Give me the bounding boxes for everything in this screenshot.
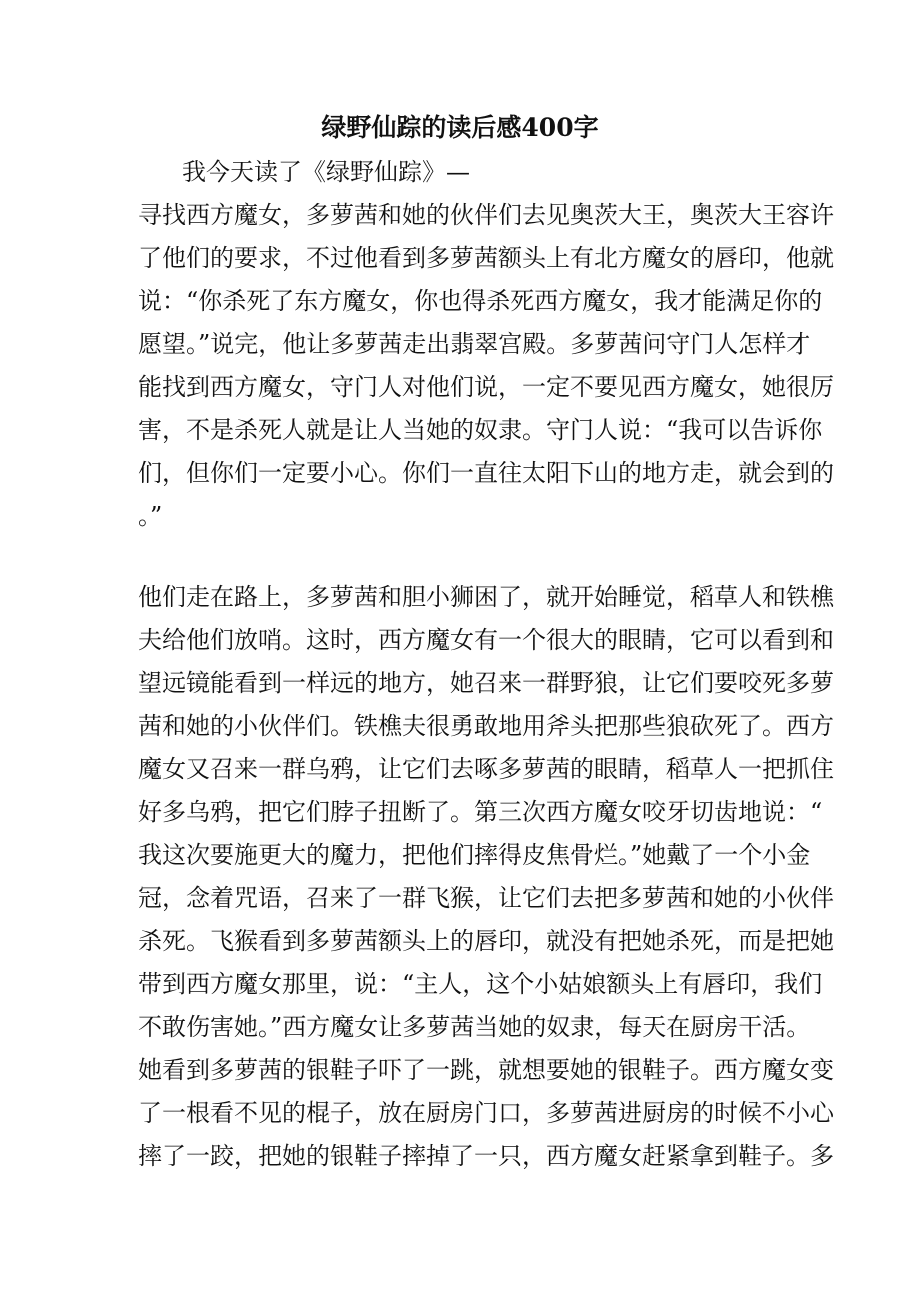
paragraph-line: 害，不是杀死人就是让人当她的奴隶。守门人说：“我可以告诉你 — [138, 416, 823, 444]
paragraph-line: 了一根看不见的棍子，放在厨房门口，多萝茜进厨房的时候不小心 — [138, 1099, 834, 1127]
paragraph-line: 夫给他们放哨。这时，西方魔女有一个很大的眼睛，它可以看到和 — [138, 626, 834, 654]
paragraph-line: 他们走在路上，多萝茜和胆小狮困了，就开始睡觉，稻草人和铁樵 — [138, 583, 834, 611]
paragraph-line: 杀死。飞猴看到多萝茜额头上的唇印，就没有把她杀死，而是把她 — [138, 927, 834, 955]
paragraph-line: 寻找西方魔女，多萝茜和她的伙伴们去见奥茨大王，奥茨大王容许 — [138, 201, 834, 229]
paragraph-line: 魔女又召来一群乌鸦，让它们去啄多萝茜的眼睛，稻草人一把抓住 — [138, 755, 834, 783]
paragraph-line: 摔了一跤，把她的银鞋子摔掉了一只，西方魔女赶紧拿到鞋子。多 — [138, 1142, 834, 1170]
paragraph-line: 们，但你们一定要小心。你们一直往太阳下山的地方走，就会到的 — [138, 459, 834, 487]
paragraph-line: 我今天读了《绿野仙踪》— — [182, 158, 470, 186]
paragraph-line: 冠，念着咒语，召来了一群飞猴，让它们去把多萝茜和她的小伙伴 — [138, 884, 834, 912]
document-title: 绿野仙踪的读后感400字 — [321, 113, 599, 142]
paragraph-line: 好多乌鸦，把它们脖子扭断了。第三次西方魔女咬牙切齿地说：“ — [138, 798, 823, 826]
paragraph-line: 了他们的要求，不过他看到多萝茜额头上有北方魔女的唇印，他就 — [138, 244, 834, 272]
paragraph-line: 不敢伤害她。”西方魔女让多萝茜当她的奴隶，每天在厨房干活。 — [138, 1013, 811, 1041]
paragraph-line: 。” — [138, 502, 163, 530]
paragraph-line: 望远镜能看到一样远的地方，她召来一群野狼，让它们要咬死多萝 — [138, 669, 834, 697]
paragraph-line: 能找到西方魔女，守门人对他们说，一定不要见西方魔女，她很厉 — [138, 373, 834, 401]
paragraph-line: 说：“你杀死了东方魔女，你也得杀死西方魔女，我才能满足你的 — [138, 287, 823, 315]
paragraph-line: 茜和她的小伙伴们。铁樵夫很勇敢地用斧头把那些狼砍死了。西方 — [138, 712, 834, 740]
paragraph-line: 我这次要施更大的魔力，把他们摔得皮焦骨烂。”她戴了一个小金 — [138, 841, 811, 869]
paragraph-line: 她看到多萝茜的银鞋子吓了一跳，就想要她的银鞋子。西方魔女变 — [138, 1056, 834, 1084]
paragraph-line: 愿望。”说完，他让多萝茜走出翡翠宫殿。多萝茜问守门人怎样才 — [138, 330, 811, 358]
paragraph-line: 带到西方魔女那里，说：“主人，这个小姑娘额头上有唇印，我们 — [138, 970, 823, 998]
